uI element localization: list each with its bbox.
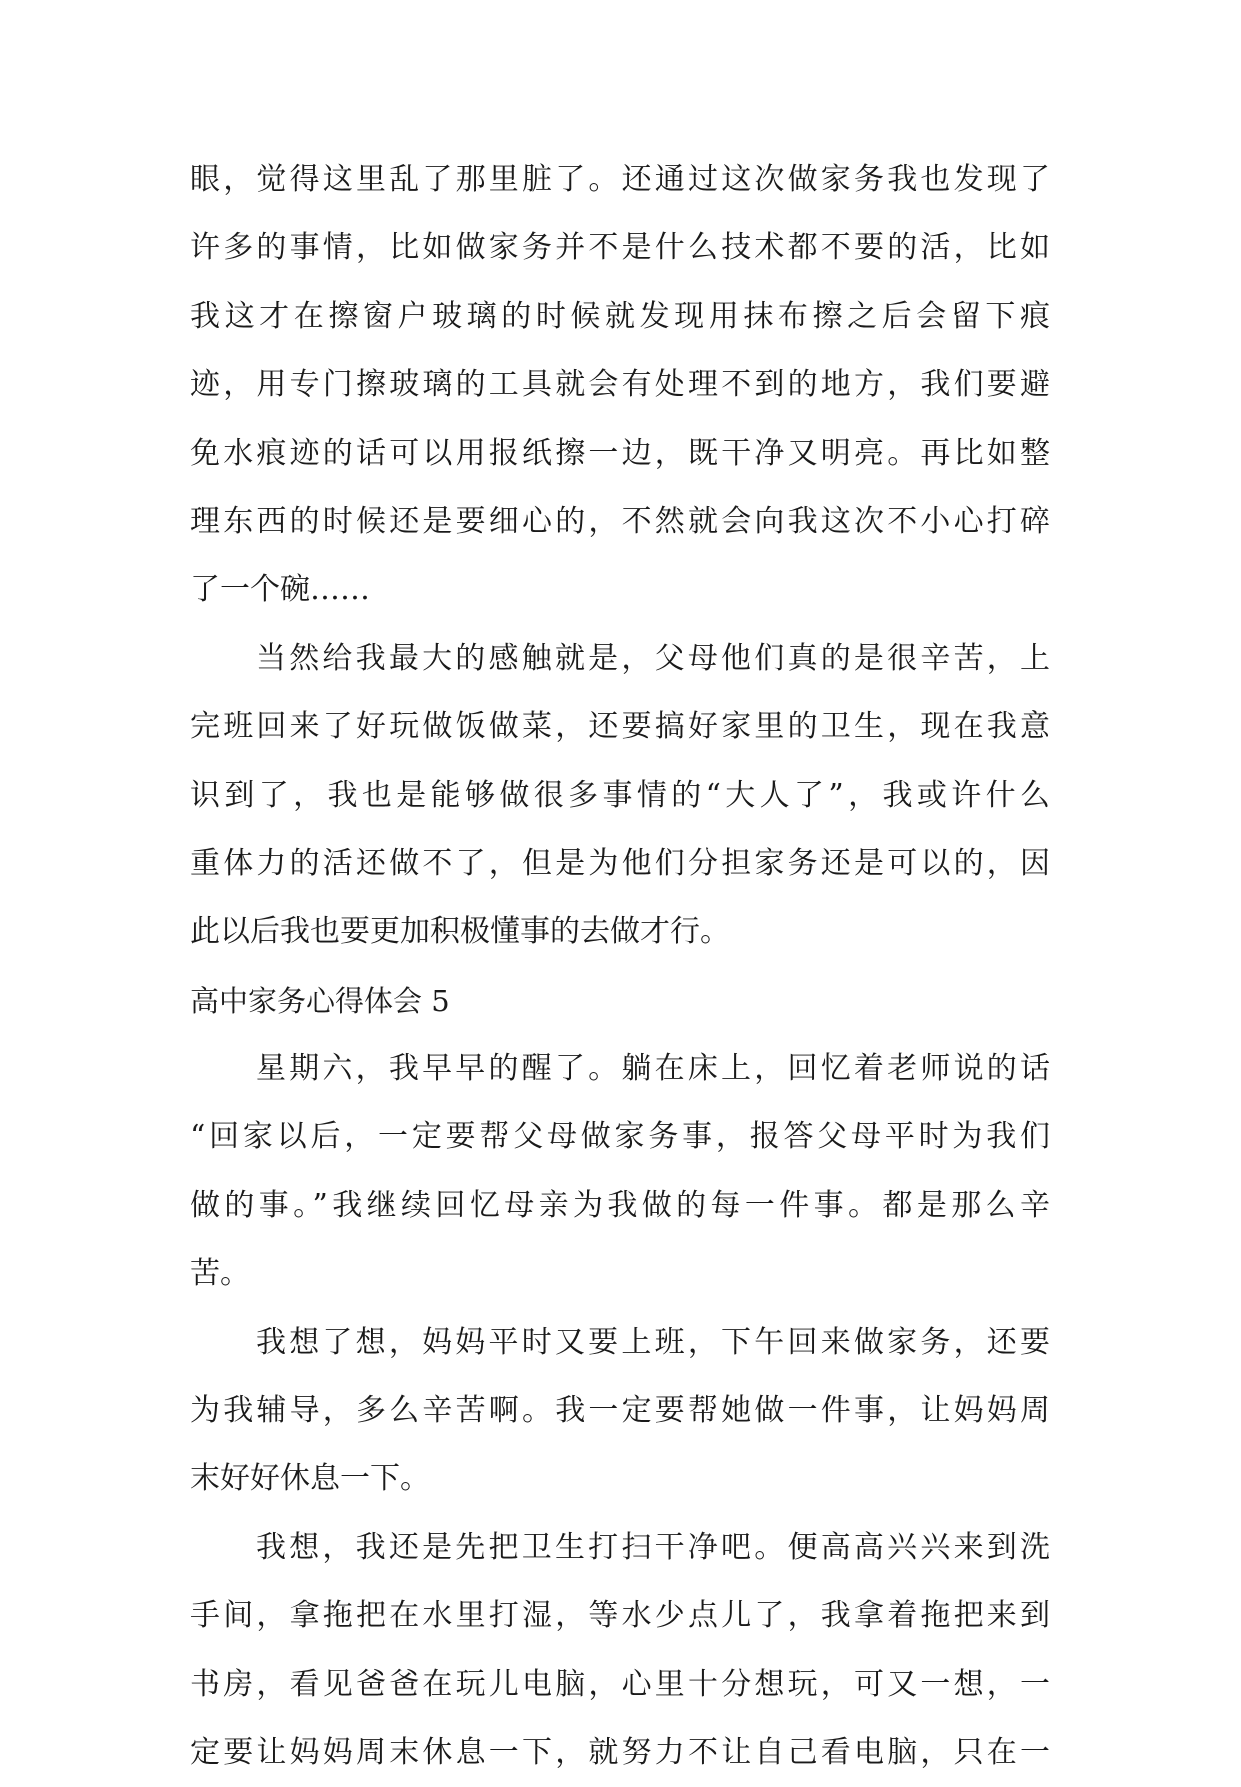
text-line: 许多的事情，比如做家务并不是什么技术都不要的活，比如 bbox=[190, 230, 1050, 266]
text-line: 了一个碗…… bbox=[190, 572, 370, 608]
text-line: 完班回来了好玩做饭做菜，还要搞好家里的卫生，现在我意 bbox=[190, 709, 1050, 745]
text-line: 识到了，我也是能够做很多事情的“大人了”，我或许什么 bbox=[190, 777, 1050, 813]
section-title: 高中家务心得体会 5 bbox=[190, 983, 450, 1018]
paragraph-1 bbox=[190, 146, 1050, 625]
paragraph-3 bbox=[190, 1035, 1050, 1309]
text-line: 书房，看见爸爸在玩儿电脑，心里十分想玩，可又一想，一 bbox=[190, 1666, 1050, 1702]
text-line: 手间，拿拖把在水里打湿，等水少点儿了，我拿着拖把来到 bbox=[190, 1598, 1050, 1634]
text-line: 迹，用专门擦玻璃的工具就会有处理不到的地方，我们要避 bbox=[190, 367, 1050, 403]
text-line: 我想，我还是先把卫生打扫干净吧。便高高兴兴来到洗 bbox=[256, 1529, 1050, 1565]
text-line: 做的事。”我继续回忆母亲为我做的每一件事。都是那么辛 bbox=[190, 1187, 1050, 1223]
paragraph-4 bbox=[190, 1309, 1050, 1514]
text-line: 免水痕迹的话可以用报纸擦一边，既干净又明亮。再比如整 bbox=[190, 435, 1050, 471]
paragraph-2 bbox=[190, 625, 1050, 967]
text-line: 眼，觉得这里乱了那里脏了。还通过这次做家务我也发现了 bbox=[190, 162, 1050, 197]
text-line: 理东西的时候还是要细心的，不然就会向我这次不小心打碎 bbox=[190, 503, 1050, 539]
text-line: 苦。 bbox=[190, 1256, 250, 1292]
text-line: 当然给我最大的感触就是，父母他们真的是很辛苦，上 bbox=[256, 640, 1050, 676]
text-line: 为我辅导，多么辛苦啊。我一定要帮她做一件事，让妈妈周 bbox=[190, 1393, 1050, 1429]
text-line: 星期六，我早早的醒了。躺在床上，回忆着老师说的话 bbox=[256, 1051, 1050, 1087]
text-line: 定要让妈妈周末休息一下，就努力不让自己看电脑，只在一 bbox=[190, 1734, 1050, 1770]
text-line: 重体力的活还做不了，但是为他们分担家务还是可以的，因 bbox=[190, 845, 1050, 881]
text-line: 末好好休息一下。 bbox=[190, 1461, 430, 1497]
text-line: 此以后我也要更加积极懂事的去做才行。 bbox=[190, 914, 730, 950]
paragraph-5 bbox=[190, 1514, 1050, 1787]
text-line: 我这才在擦窗户玻璃的时候就发现用抹布擦之后会留下痕 bbox=[190, 298, 1050, 334]
document-body bbox=[190, 146, 1050, 1787]
text-line: “回家以后，一定要帮父母做家务事，报答父母平时为我们 bbox=[190, 1119, 1050, 1155]
text-line: 我想了想，妈妈平时又要上班，下午回来做家务，还要 bbox=[256, 1324, 1050, 1360]
